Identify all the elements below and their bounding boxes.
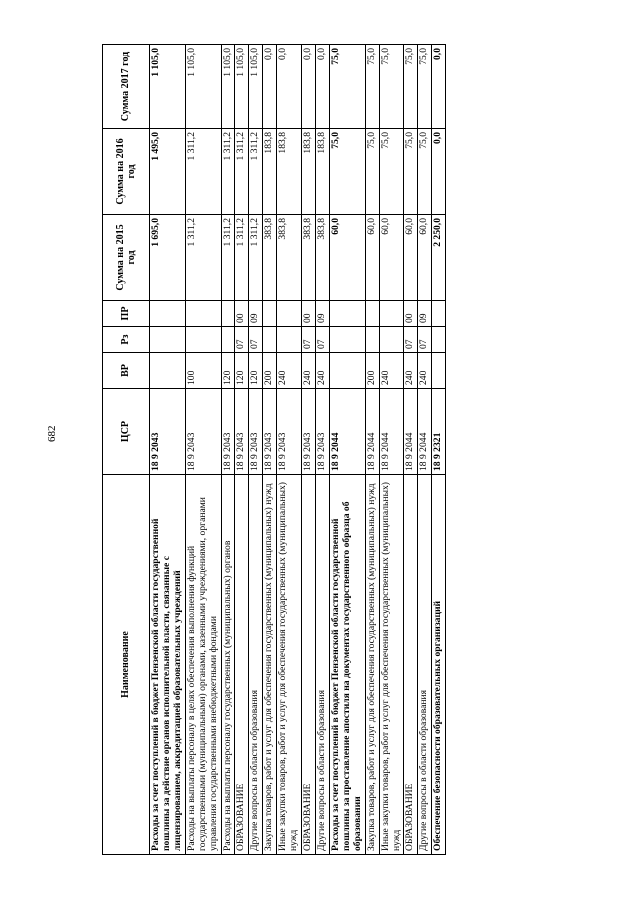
- cell-rz: [221, 327, 235, 353]
- table-row: [302, 45, 316, 855]
- cell-rz: 07: [235, 327, 249, 353]
- cell-rz: [277, 327, 302, 353]
- cell-csr: 18 9 2043: [315, 389, 329, 475]
- cell-name: ОБРАЗОВАНИЕ: [404, 475, 418, 855]
- cell-vr: [329, 353, 365, 389]
- cell-sum-2015: 383,8: [277, 215, 302, 301]
- cell-sum-2016: 1 311,2: [235, 129, 249, 215]
- table-row: [315, 45, 329, 855]
- cell-vr: [150, 353, 186, 389]
- cell-rz: [150, 327, 186, 353]
- cell-rz: [263, 327, 277, 353]
- cell-pr: [379, 301, 404, 327]
- cell-name: Другие вопросы в области образования: [418, 475, 432, 855]
- cell-csr: 18 9 2043: [302, 389, 316, 475]
- cell-sum-2016: 75,0: [418, 129, 432, 215]
- cell-sum-2017: 1 105,0: [221, 45, 235, 129]
- table-row: [263, 45, 277, 855]
- cell-sum-2017: 0,0: [302, 45, 316, 129]
- cell-pr: [221, 301, 235, 327]
- cell-vr: 120: [221, 353, 235, 389]
- table-row: [249, 45, 263, 855]
- cell-sum-2017: 1 105,0: [150, 45, 186, 129]
- table-row: [432, 45, 446, 855]
- cell-csr: 18 9 2043: [263, 389, 277, 475]
- cell-csr: 18 9 2043: [185, 389, 221, 475]
- cell-vr: 200: [365, 353, 379, 389]
- table-body: [150, 45, 446, 855]
- table-row: [379, 45, 404, 855]
- header-row: [103, 45, 150, 855]
- cell-sum-2015: 1 311,2: [221, 215, 235, 301]
- table-row: [221, 45, 235, 855]
- cell-name: Другие вопросы в области образования: [315, 475, 329, 855]
- cell-csr: 18 9 2044: [418, 389, 432, 475]
- cell-csr: 18 9 2044: [329, 389, 365, 475]
- cell-csr: 18 9 2044: [365, 389, 379, 475]
- table-row: [365, 45, 379, 855]
- cell-sum-2015: 1 311,2: [249, 215, 263, 301]
- header-sum-2017: Сумма 2017 год: [103, 45, 150, 129]
- cell-name: Расходы на выплаты персоналу в целях обеспечения выполнения функций государственными (муниципальными) органами, казенными учреждениями, органами управления государственными внебюджетными фондами: [185, 475, 221, 855]
- cell-pr: [365, 301, 379, 327]
- cell-pr: [185, 301, 221, 327]
- cell-sum-2015: 60,0: [418, 215, 432, 301]
- table-row: [404, 45, 418, 855]
- cell-sum-2017: 0,0: [432, 45, 446, 129]
- header-sum-2016: Сумма на 2016 год: [103, 129, 150, 215]
- cell-sum-2017: 0,0: [315, 45, 329, 129]
- cell-sum-2016: 183,8: [277, 129, 302, 215]
- cell-rz: [329, 327, 365, 353]
- page-number: 682: [46, 425, 58, 442]
- cell-pr: 00: [302, 301, 316, 327]
- cell-sum-2016: 75,0: [379, 129, 404, 215]
- cell-vr: 120: [249, 353, 263, 389]
- cell-rz: 07: [315, 327, 329, 353]
- table-row: [418, 45, 432, 855]
- cell-csr: 18 9 2044: [404, 389, 418, 475]
- cell-pr: 09: [418, 301, 432, 327]
- budget-table: [102, 44, 446, 855]
- cell-pr: 09: [249, 301, 263, 327]
- cell-sum-2016: 183,8: [263, 129, 277, 215]
- cell-name: ОБРАЗОВАНИЕ: [302, 475, 316, 855]
- cell-pr: [277, 301, 302, 327]
- cell-csr: 18 9 2043: [249, 389, 263, 475]
- header-sum-2015: Сумма на 2015 год: [103, 215, 150, 301]
- cell-name: Расходы за счет поступлений в бюджет Пензенской области государственной пошлины за действие органов исполнительной власти, связанные с лицензированием, аккредитацией образовательных учреждений: [150, 475, 186, 855]
- cell-sum-2016: 1 311,2: [185, 129, 221, 215]
- cell-pr: 00: [235, 301, 249, 327]
- cell-csr: 18 9 2321: [432, 389, 446, 475]
- table-row: [185, 45, 221, 855]
- table-row: [329, 45, 365, 855]
- header-csr: ЦСР: [103, 389, 150, 475]
- cell-vr: 240: [418, 353, 432, 389]
- cell-sum-2015: 60,0: [329, 215, 365, 301]
- cell-pr: [432, 301, 446, 327]
- cell-pr: [329, 301, 365, 327]
- cell-csr: 18 9 2043: [277, 389, 302, 475]
- cell-sum-2017: 75,0: [329, 45, 365, 129]
- cell-sum-2017: 0,0: [263, 45, 277, 129]
- table-row: [235, 45, 249, 855]
- cell-sum-2015: 60,0: [404, 215, 418, 301]
- cell-rz: 07: [404, 327, 418, 353]
- cell-vr: [432, 353, 446, 389]
- cell-sum-2017: 0,0: [277, 45, 302, 129]
- cell-sum-2016: 75,0: [329, 129, 365, 215]
- cell-vr: 200: [263, 353, 277, 389]
- cell-rz: 07: [418, 327, 432, 353]
- cell-vr: 240: [315, 353, 329, 389]
- header-rz: Рз: [103, 327, 150, 353]
- cell-rz: 07: [302, 327, 316, 353]
- cell-sum-2015: 60,0: [379, 215, 404, 301]
- cell-sum-2016: 1 311,2: [221, 129, 235, 215]
- cell-sum-2017: 75,0: [418, 45, 432, 129]
- cell-sum-2016: 1 311,2: [249, 129, 263, 215]
- cell-vr: 240: [404, 353, 418, 389]
- cell-sum-2017: 1 105,0: [185, 45, 221, 129]
- cell-sum-2017: 75,0: [365, 45, 379, 129]
- cell-rz: [379, 327, 404, 353]
- cell-csr: 18 9 2043: [235, 389, 249, 475]
- cell-sum-2016: 0,0: [432, 129, 446, 215]
- cell-sum-2016: 183,8: [315, 129, 329, 215]
- cell-pr: 09: [315, 301, 329, 327]
- cell-sum-2016: 75,0: [404, 129, 418, 215]
- cell-csr: 18 9 2043: [150, 389, 186, 475]
- header-vr: ВР: [103, 353, 150, 389]
- cell-rz: [185, 327, 221, 353]
- cell-name: Закупка товаров, работ и услуг для обеспечения государственных (муниципальных) нужд: [263, 475, 277, 855]
- cell-sum-2015: 1 311,2: [185, 215, 221, 301]
- cell-rz: [365, 327, 379, 353]
- cell-pr: [150, 301, 186, 327]
- header-pr: ПР: [103, 301, 150, 327]
- cell-vr: 240: [277, 353, 302, 389]
- cell-sum-2017: 75,0: [379, 45, 404, 129]
- cell-sum-2017: 1 105,0: [249, 45, 263, 129]
- cell-sum-2015: 383,8: [302, 215, 316, 301]
- cell-pr: 00: [404, 301, 418, 327]
- cell-vr: 120: [235, 353, 249, 389]
- cell-rz: 07: [249, 327, 263, 353]
- cell-vr: 240: [302, 353, 316, 389]
- cell-vr: 240: [379, 353, 404, 389]
- table-row: [150, 45, 186, 855]
- cell-name: ОБРАЗОВАНИЕ: [235, 475, 249, 855]
- cell-sum-2015: 1 311,2: [235, 215, 249, 301]
- cell-name: Другие вопросы в области образования: [249, 475, 263, 855]
- cell-csr: 18 9 2044: [379, 389, 404, 475]
- cell-sum-2015: 1 695,0: [150, 215, 186, 301]
- cell-sum-2016: 1 495,0: [150, 129, 186, 215]
- cell-sum-2015: 383,8: [263, 215, 277, 301]
- cell-name: Закупка товаров, работ и услуг для обеспечения государственных (муниципальных) нужд: [365, 475, 379, 855]
- cell-sum-2015: 383,8: [315, 215, 329, 301]
- cell-name: Расходы за счет поступлений в бюджет Пензенской области государственной пошлины за проставление апостиля на документах государственного образца об образовании: [329, 475, 365, 855]
- cell-sum-2017: 1 105,0: [235, 45, 249, 129]
- cell-sum-2016: 75,0: [365, 129, 379, 215]
- cell-name: Иные закупки товаров, работ и услуг для обеспечения государственных (муниципальных) нужд: [379, 475, 404, 855]
- cell-pr: [263, 301, 277, 327]
- cell-name: Обеспечение безопасности образовательных организаций: [432, 475, 446, 855]
- cell-sum-2017: 75,0: [404, 45, 418, 129]
- rotated-page: [102, 45, 542, 855]
- cell-sum-2015: 60,0: [365, 215, 379, 301]
- header-name: Наименование: [103, 475, 150, 855]
- cell-sum-2015: 2 250,0: [432, 215, 446, 301]
- table-row: [277, 45, 302, 855]
- cell-csr: 18 9 2043: [221, 389, 235, 475]
- cell-sum-2016: 183,8: [302, 129, 316, 215]
- cell-name: Иные закупки товаров, работ и услуг для обеспечения государственных (муниципальных) нужд: [277, 475, 302, 855]
- cell-rz: [432, 327, 446, 353]
- cell-name: Расходы на выплаты персоналу государственных (муниципальных) органов: [221, 475, 235, 855]
- cell-vr: 100: [185, 353, 221, 389]
